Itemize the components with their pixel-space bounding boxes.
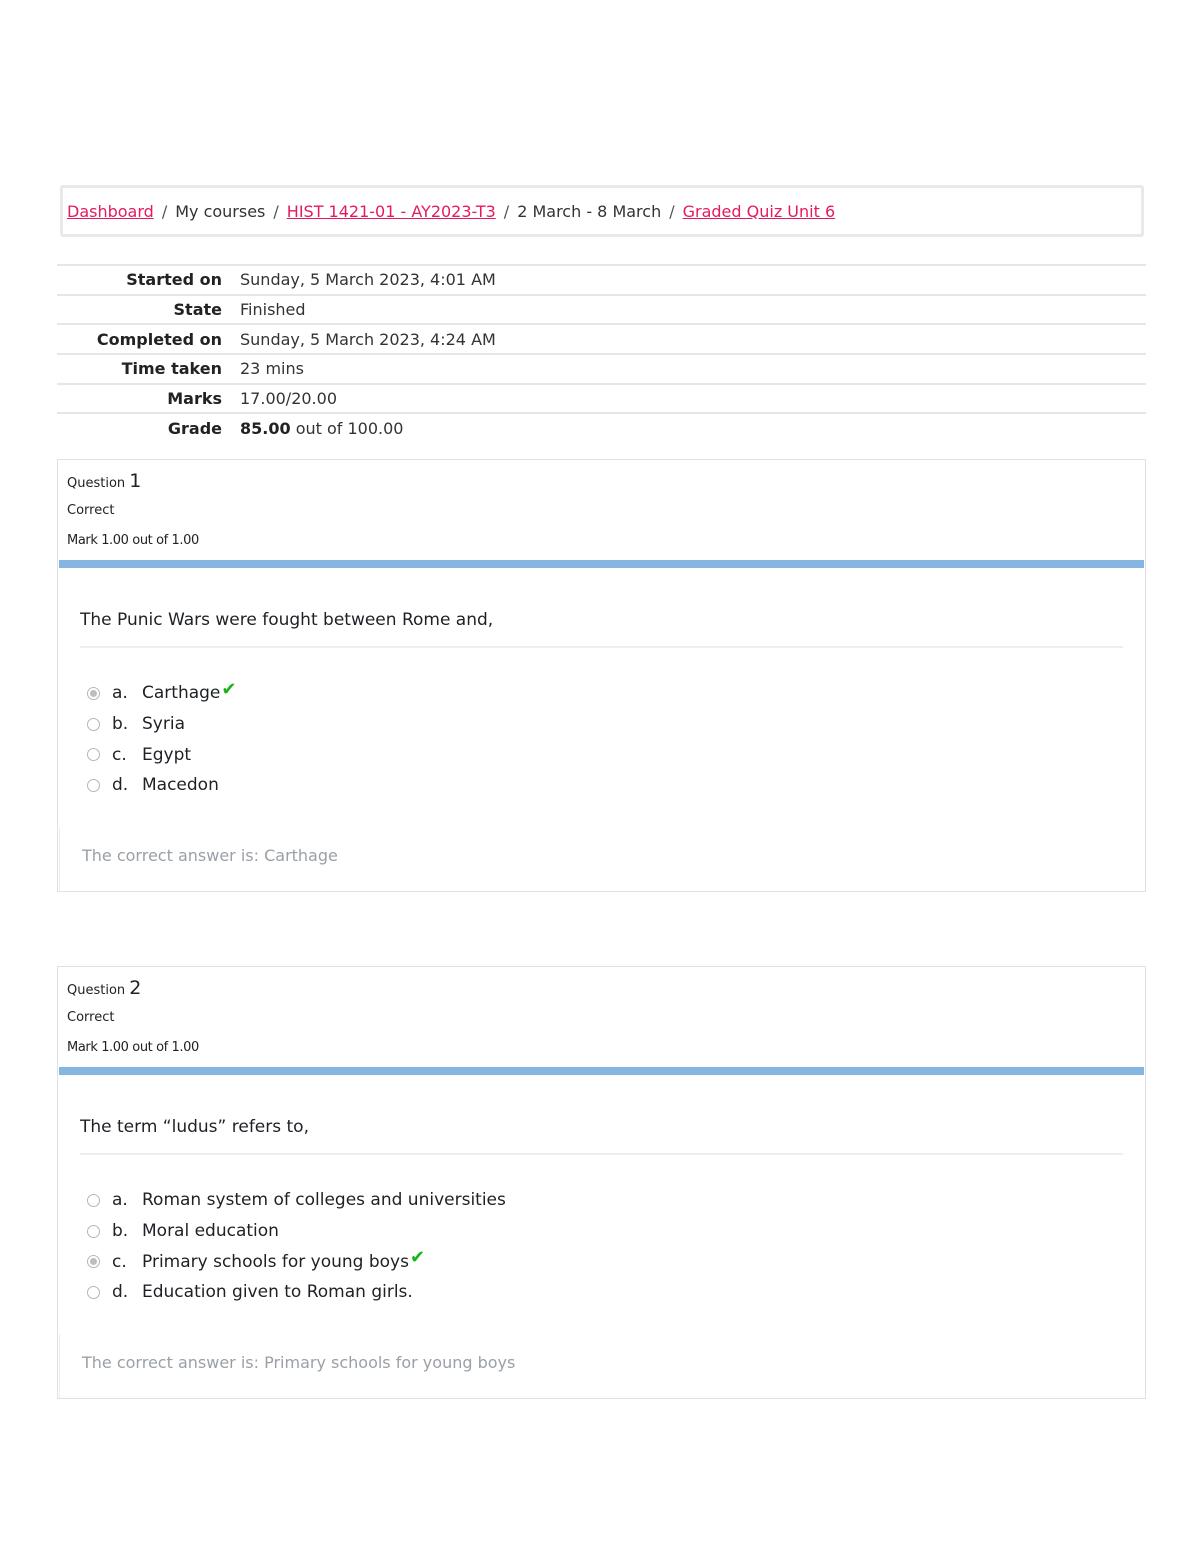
summary-label: State	[173, 300, 222, 320]
question-mark: Mark 1.00 out of 1.00	[67, 533, 199, 548]
answer-text: Egypt	[142, 744, 192, 765]
breadcrumb-separator: /	[273, 201, 279, 221]
question-label: Question	[67, 476, 126, 491]
summary-value: Finished	[240, 300, 306, 320]
question-divider-bar	[59, 1067, 1144, 1075]
answer-option[interactable]	[80, 709, 1123, 740]
breadcrumb-dashboard-link[interactable]: Dashboard	[67, 201, 154, 221]
summary-value	[240, 413, 1146, 443]
answer-text: Moral education	[142, 1221, 279, 1242]
answer-letter: d.	[112, 775, 129, 796]
breadcrumb	[60, 185, 1144, 237]
summary-row-time	[57, 354, 1146, 384]
grade-suffix: out of 100.00	[295, 419, 404, 439]
question-text: The term “ludus” refers to,	[80, 1075, 1123, 1155]
summary-label: Started on	[126, 270, 222, 290]
question-state: Correct	[67, 503, 115, 518]
summary-label: Time taken	[121, 359, 222, 379]
answer-option[interactable]	[80, 1216, 1123, 1247]
question-2	[57, 966, 1146, 1399]
summary-label: Grade	[167, 419, 222, 439]
breadcrumb-separator: /	[669, 201, 675, 221]
summary-row-completed	[57, 324, 1146, 354]
question-number-value: 2	[129, 977, 142, 999]
answer-list	[80, 1155, 1123, 1334]
answer-text: Primary schools for young boys	[142, 1251, 409, 1272]
summary-row-started	[57, 265, 1146, 295]
question-state: Correct	[67, 1010, 115, 1025]
answer-letter: c.	[112, 1251, 127, 1272]
answer-letter: c.	[112, 744, 127, 765]
summary-label: Marks	[167, 389, 222, 409]
question-text: The Punic Wars were fought between Rome and,	[80, 568, 1123, 648]
answer-option[interactable]	[80, 739, 1123, 770]
radio-selected-icon[interactable]	[87, 687, 100, 700]
answer-letter: b.	[112, 714, 129, 735]
question-mark: Mark 1.00 out of 1.00	[67, 1040, 199, 1055]
feedback-section	[59, 827, 1144, 891]
radio-icon[interactable]	[87, 748, 100, 761]
answer-letter: d.	[112, 1282, 129, 1303]
breadcrumb-separator: /	[503, 201, 510, 221]
summary-value: 23 mins	[240, 359, 304, 379]
radio-selected-icon[interactable]	[87, 1255, 100, 1268]
radio-icon[interactable]	[87, 1225, 100, 1238]
answer-option[interactable]	[80, 1246, 1123, 1277]
radio-icon[interactable]	[87, 718, 100, 731]
answer-option[interactable]	[80, 678, 1123, 709]
summary-value: 17.00/20.00	[240, 389, 337, 409]
breadcrumb-separator: /	[161, 201, 168, 221]
correct-answer-feedback: The correct answer is: Primary schools for young boys	[60, 1334, 1144, 1398]
check-icon: ✔	[221, 678, 237, 700]
answer-letter: a.	[112, 683, 128, 704]
question-label: Question	[67, 983, 126, 998]
feedback-section	[59, 1334, 1144, 1398]
summary-value: Sunday, 5 March 2023, 4:01 AM	[240, 270, 496, 290]
summary-label: Completed on	[96, 329, 222, 349]
question-number	[67, 977, 1136, 1003]
answer-list	[80, 648, 1123, 827]
question-number-value: 1	[129, 470, 142, 492]
radio-icon[interactable]	[87, 779, 100, 792]
answer-text: Syria	[142, 714, 185, 735]
question-content	[58, 568, 1145, 827]
radio-icon[interactable]	[87, 1286, 100, 1299]
answer-text: Carthage	[142, 683, 221, 704]
summary-row-state	[57, 295, 1146, 325]
question-info	[58, 967, 1145, 1067]
grade-score: 85.00	[240, 419, 291, 439]
breadcrumb-week: 2 March - 8 March	[517, 201, 662, 221]
summary-row-grade	[57, 413, 1146, 443]
breadcrumb-quiz-link[interactable]: Graded Quiz Unit 6	[682, 201, 836, 221]
answer-text: Macedon	[142, 775, 219, 796]
check-icon: ✔	[409, 1247, 426, 1269]
question-number	[67, 470, 1136, 496]
question-divider-bar	[59, 560, 1144, 568]
correct-answer-feedback: The correct answer is: Carthage	[60, 827, 1144, 891]
answer-option[interactable]	[80, 770, 1123, 801]
breadcrumb-course-link[interactable]: HIST 1421-01 - AY2023-T3	[286, 201, 496, 221]
question-content	[58, 1075, 1145, 1334]
answer-letter: a.	[112, 1190, 128, 1211]
question-info	[58, 460, 1145, 560]
answer-letter: b.	[112, 1221, 129, 1242]
answer-text: Roman system of colleges and universities	[142, 1190, 506, 1211]
answer-option[interactable]	[80, 1185, 1123, 1216]
answer-option[interactable]	[80, 1277, 1123, 1308]
answer-text: Education given to Roman girls.	[142, 1282, 413, 1303]
radio-icon[interactable]	[87, 1194, 100, 1207]
breadcrumb-my-courses: My courses	[175, 201, 266, 221]
attempt-summary-table	[57, 264, 1146, 443]
question-1	[57, 459, 1146, 892]
summary-value: Sunday, 5 March 2023, 4:24 AM	[240, 329, 496, 349]
summary-row-marks	[57, 384, 1146, 414]
